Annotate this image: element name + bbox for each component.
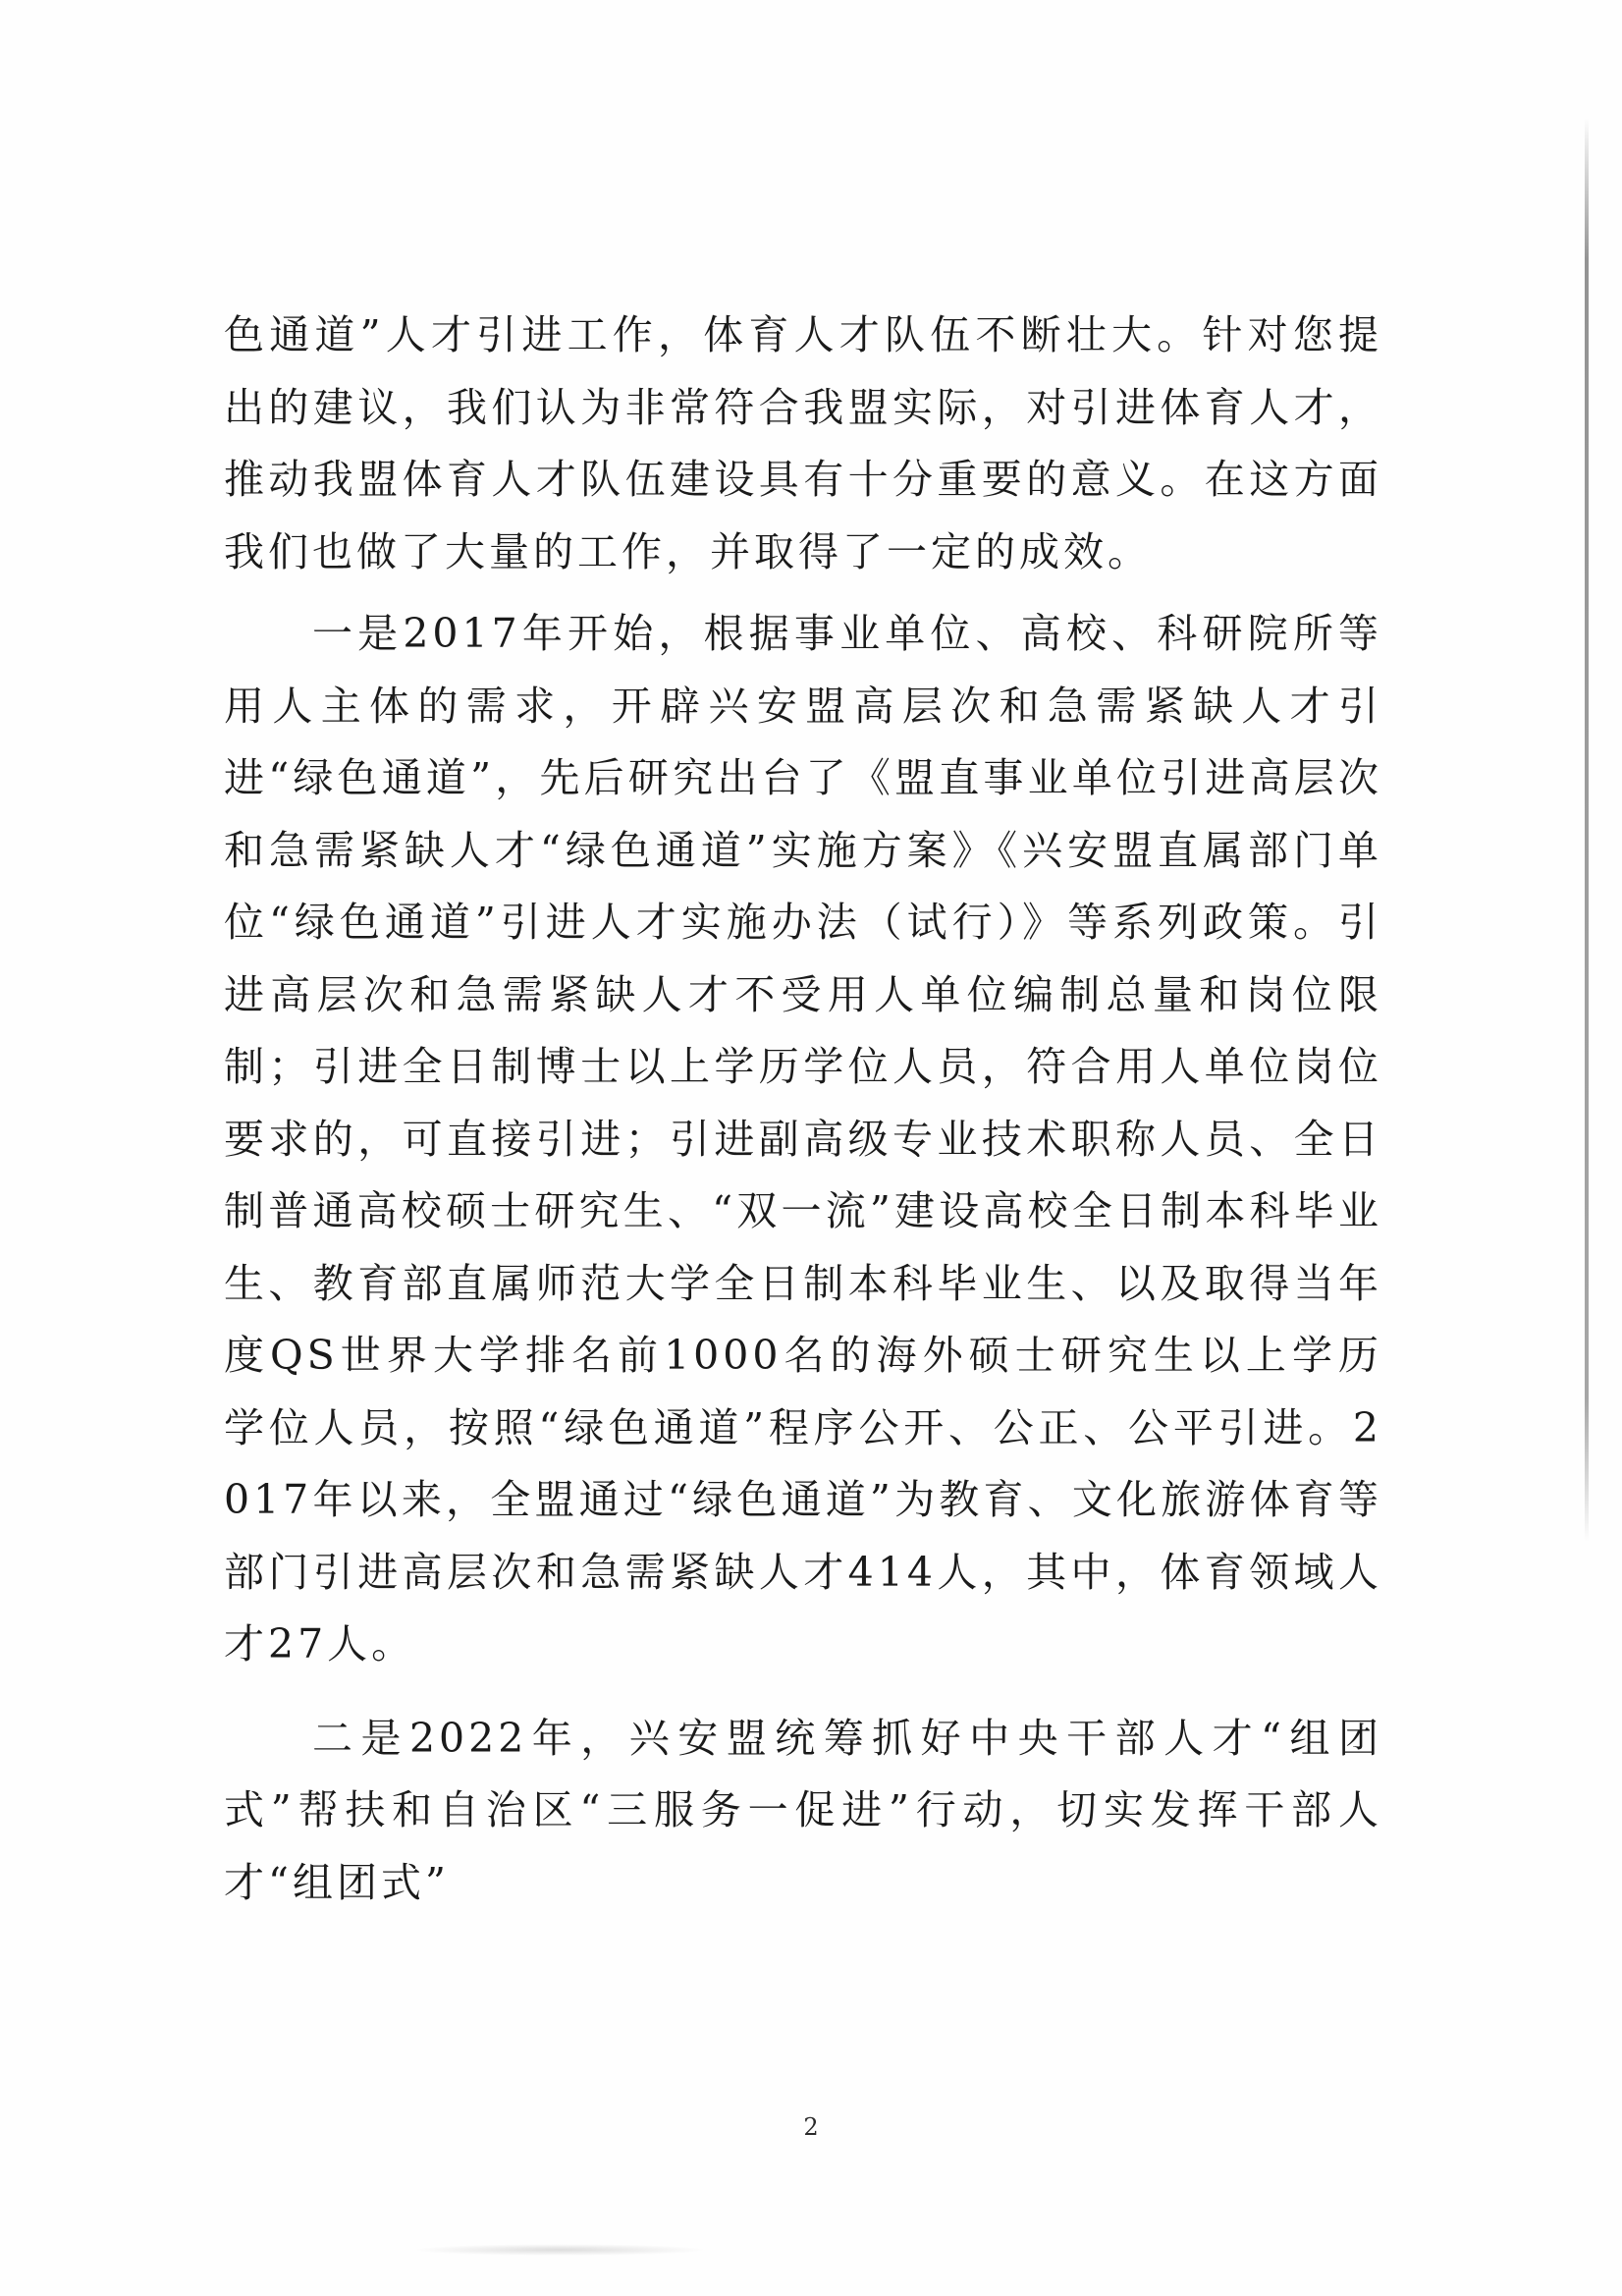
paragraph-continuation: 色通道”人才引进工作，体育人才队伍不断壮大。针对您提出的建议，我们认为非常符合我盟实际，对引进体育人才，推动我盟体育人才队伍建设具有十分重要的意义。在这方面我们也做了大量的工作，并取得了一定的成效。 <box>224 311 1382 575</box>
scan-edge-shadow <box>1585 118 1589 1542</box>
page-number: 2 <box>803 2113 819 2141</box>
document-body <box>224 300 1382 1919</box>
paragraph-point-two: 二是2022年，兴安盟统筹抓好中央干部人才“组团式”帮扶和自治区“三服务一促进”行动，切实发挥干部人才“组团式” <box>224 1714 1382 1906</box>
scan-speck <box>412 2244 707 2256</box>
paragraph-point-one: 一是2017年开始，根据事业单位、高校、科研院所等用人主体的需求，开辟兴安盟高层次和急需紧缺人才引进“绿色通道”，先后研究出台了《盟直事业单位引进高层次和急需紧缺人才“绿色通道”实施方案》《兴安盟直属部门单位“绿色通道”引进人才实施办法（试行）》等系列政策。引进高层次和急需紧缺人才不受用人单位编制总量和岗位限制；引进全日制博士以上学历学位人员，符合用人单位岗位要求的，可直接引进；引进副高级专业技术职称人员、全日制普通高校硕士研究生、“双一流”建设高校全日制本科毕业生、教育部直属师范大学全日制本科毕业生、以及取得当年度QS世界大学排名前1000名的海外硕士研究生以上学历学位人员，按照“绿色通道”程序公开、公正、公平引进。2017年以来，全盟通过“绿色通道”为教育、文化旅游体育等部门引进高层次和急需紧缺人才414人，其中，体育领域人才27人。 <box>224 610 1382 1667</box>
